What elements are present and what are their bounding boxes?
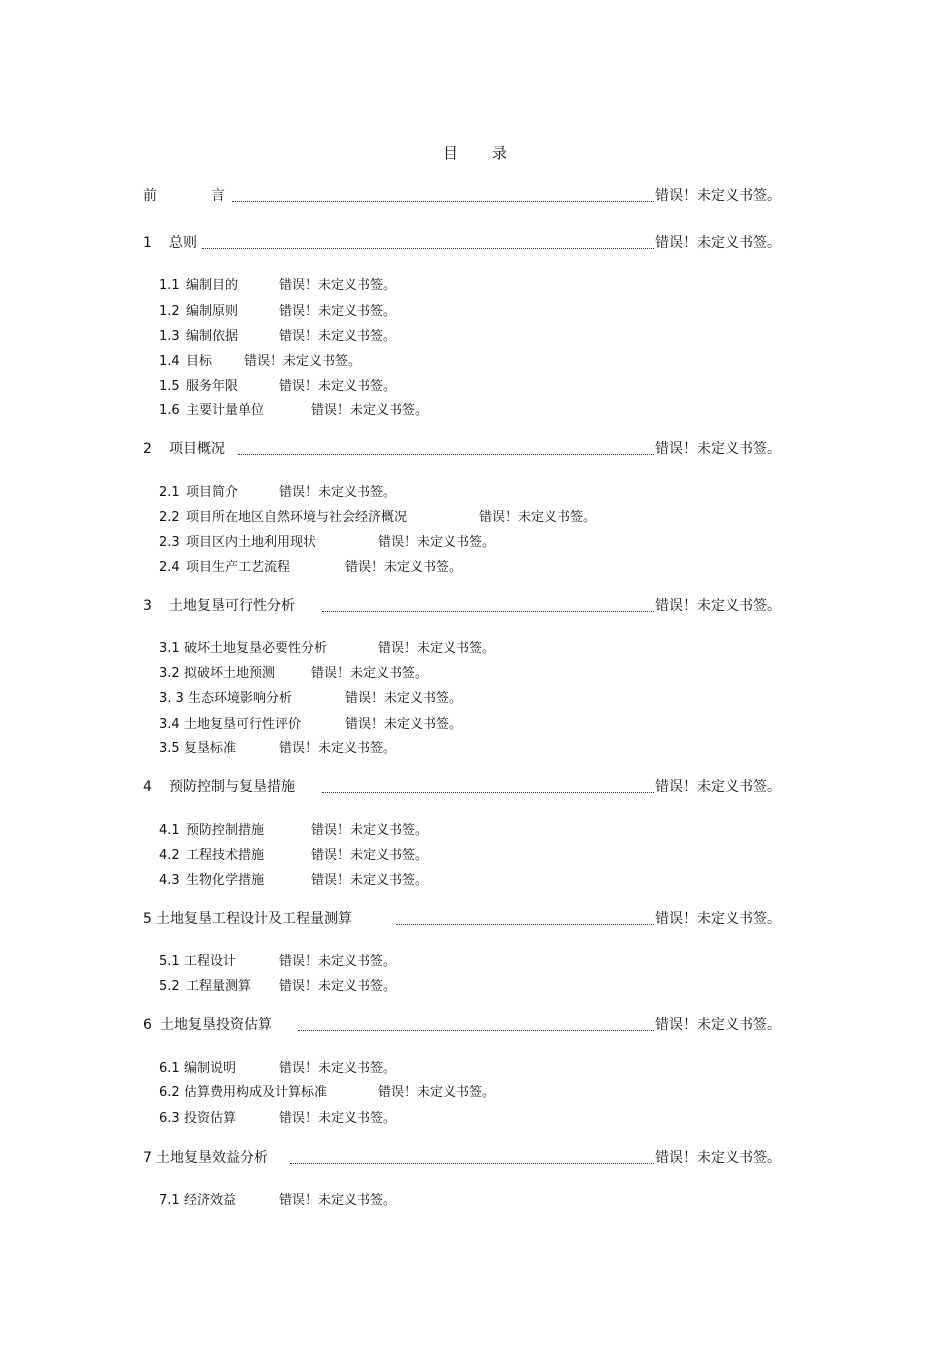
leader-dots bbox=[298, 1028, 654, 1031]
leader-dots bbox=[322, 609, 654, 612]
page-ref: 错误！未定义书签。 bbox=[279, 304, 397, 319]
page-ref: 错误！未定义书签。 bbox=[655, 235, 781, 251]
item-title: 工程量测算 bbox=[186, 979, 252, 994]
item-title: 服务年限 bbox=[186, 379, 239, 394]
page-ref: 错误！未定义书签。 bbox=[279, 954, 397, 969]
page-ref: 错误！未定义书签。 bbox=[655, 1150, 781, 1166]
item-number: 3.2 bbox=[159, 666, 180, 681]
page-ref: 错误！未定义书签。 bbox=[345, 717, 463, 732]
item-number: 5.1 bbox=[159, 954, 180, 969]
page-ref: 错误！未定义书签。 bbox=[279, 1193, 397, 1208]
section-number: 5 bbox=[143, 911, 152, 927]
page-ref: 错误！未定义书签。 bbox=[655, 911, 781, 927]
page-ref: 错误！未定义书签。 bbox=[279, 485, 397, 500]
section-number: 6 bbox=[143, 1017, 152, 1033]
page-ref: 错误！未定义书签。 bbox=[279, 741, 397, 756]
item-number: 1.3 bbox=[159, 329, 180, 344]
item-title: 项目区内土地利用现状 bbox=[186, 535, 317, 550]
item-title: 目标 bbox=[186, 354, 213, 369]
page-ref: 错误！未定义书签。 bbox=[311, 873, 429, 888]
item-number: 1.6 bbox=[159, 403, 180, 418]
item-number: 2.4 bbox=[159, 560, 180, 575]
page-ref: 错误！未定义书签。 bbox=[279, 1111, 397, 1126]
item-title: 估算费用构成及计算标准 bbox=[184, 1085, 328, 1100]
leader-dots bbox=[202, 246, 654, 249]
item-title: 投资估算 bbox=[184, 1111, 237, 1126]
page-ref: 错误！未定义书签。 bbox=[655, 1017, 781, 1033]
item-title: 项目生产工艺流程 bbox=[186, 560, 291, 575]
item-number: 1.2 bbox=[159, 304, 180, 319]
leader-dots bbox=[396, 922, 654, 925]
page-ref: 错误！未定义书签。 bbox=[279, 1061, 397, 1076]
section-number: 4 bbox=[143, 779, 152, 795]
page-ref: 错误！未定义书签。 bbox=[244, 354, 362, 369]
section-title: 土地复垦工程设计及工程量测算 bbox=[156, 911, 352, 927]
page-ref: 错误！未定义书签。 bbox=[279, 979, 397, 994]
item-title: 编制说明 bbox=[184, 1061, 237, 1076]
item-number: 1.5 bbox=[159, 379, 180, 394]
item-title: 生物化学措施 bbox=[186, 873, 265, 888]
page-ref: 错误！未定义书签。 bbox=[311, 823, 429, 838]
item-number: 3. 3 bbox=[159, 691, 184, 706]
page-ref: 错误！未定义书签。 bbox=[655, 441, 781, 457]
item-number: 6.2 bbox=[159, 1085, 180, 1100]
leader-dots bbox=[232, 199, 654, 202]
page-ref: 错误！未定义书签。 bbox=[378, 535, 496, 550]
item-title: 编制目的 bbox=[186, 278, 239, 293]
item-number: 2.1 bbox=[159, 485, 180, 500]
item-number: 6.3 bbox=[159, 1111, 180, 1126]
item-number: 2.3 bbox=[159, 535, 180, 550]
item-number: 4.2 bbox=[159, 848, 180, 863]
item-number: 3.1 bbox=[159, 641, 180, 656]
toc-title-left: 目 bbox=[443, 144, 459, 162]
section-number: 3 bbox=[143, 598, 152, 614]
item-title: 编制依据 bbox=[186, 329, 239, 344]
toc-title-right: 录 bbox=[492, 144, 508, 162]
section-number: 2 bbox=[143, 441, 152, 457]
item-number: 4.3 bbox=[159, 873, 180, 888]
page-ref: 错误！未定义书签。 bbox=[378, 641, 496, 656]
item-title: 编制原则 bbox=[186, 304, 239, 319]
page-ref: 错误！未定义书签。 bbox=[311, 403, 429, 418]
item-title: 项目简介 bbox=[186, 485, 239, 500]
item-number: 6.1 bbox=[159, 1061, 180, 1076]
section-title: 总则 bbox=[169, 235, 197, 251]
page-ref: 错误！未定义书签。 bbox=[311, 666, 429, 681]
item-title: 工程设计 bbox=[184, 954, 237, 969]
section-title: 土地复垦可行性分析 bbox=[169, 598, 295, 614]
section-title: 项目概况 bbox=[169, 441, 225, 457]
page-ref: 错误！未定义书签。 bbox=[655, 779, 781, 795]
item-number: 4.1 bbox=[159, 823, 180, 838]
item-title: 工程技术措施 bbox=[186, 848, 265, 863]
item-number: 2.2 bbox=[159, 510, 180, 525]
item-title: 主要计量单位 bbox=[186, 403, 265, 418]
item-number: 5.2 bbox=[159, 979, 180, 994]
item-number: 3.5 bbox=[159, 741, 180, 756]
page-ref: 错误！未定义书签。 bbox=[279, 329, 397, 344]
section-number: 7 bbox=[143, 1150, 152, 1166]
item-title: 拟破坏土地预测 bbox=[184, 666, 276, 681]
section-title: 土地复垦效益分析 bbox=[156, 1150, 268, 1166]
item-title: 破坏土地复垦必要性分析 bbox=[184, 641, 328, 656]
section-title: 预防控制与复垦措施 bbox=[169, 779, 295, 795]
preface-label-right: 言 bbox=[211, 188, 225, 204]
item-title: 预防控制措施 bbox=[186, 823, 265, 838]
item-number: 3.4 bbox=[159, 717, 180, 732]
page-ref: 错误！未定义书签。 bbox=[479, 510, 597, 525]
page-ref: 错误！未定义书签。 bbox=[279, 379, 397, 394]
preface-label-left: 前 bbox=[143, 188, 157, 204]
section-number: 1 bbox=[143, 235, 152, 251]
page-ref: 错误！未定义书签。 bbox=[311, 848, 429, 863]
item-title: 土地复垦可行性评价 bbox=[184, 717, 302, 732]
item-title: 生态环境影响分析 bbox=[188, 691, 293, 706]
page-ref: 错误！未定义书签。 bbox=[655, 188, 781, 204]
page-ref: 错误！未定义书签。 bbox=[378, 1085, 496, 1100]
item-title: 经济效益 bbox=[184, 1193, 237, 1208]
item-title: 项目所在地区自然环境与社会经济概况 bbox=[186, 510, 408, 525]
page-ref: 错误！未定义书签。 bbox=[655, 598, 781, 614]
item-number: 7.1 bbox=[159, 1193, 180, 1208]
page-ref: 错误！未定义书签。 bbox=[345, 691, 463, 706]
leader-dots bbox=[290, 1161, 654, 1164]
leader-dots bbox=[238, 452, 654, 455]
leader-dots bbox=[322, 790, 654, 793]
item-number: 1.4 bbox=[159, 354, 180, 369]
item-number: 1.1 bbox=[159, 278, 180, 293]
item-title: 复垦标准 bbox=[184, 741, 237, 756]
page-ref: 错误！未定义书签。 bbox=[345, 560, 463, 575]
section-title: 土地复垦投资估算 bbox=[160, 1017, 272, 1033]
page-ref: 错误！未定义书签。 bbox=[279, 278, 397, 293]
